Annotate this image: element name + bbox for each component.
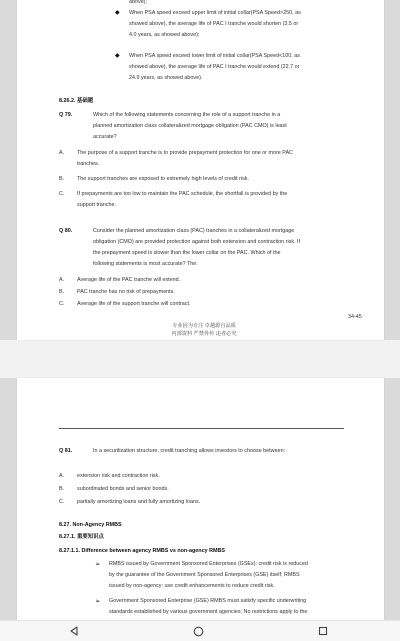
question-text: Which of the following statements concerning the role of a support tranche in a	[93, 112, 281, 118]
section-heading: 8.27. Non-Agency RMBS	[59, 522, 122, 528]
arrow-bullet-icon: ➢	[95, 598, 101, 605]
text-line: When PSA speed exceed upper limit of initial collar(PSA Speed>250, as	[129, 10, 301, 16]
option-text: If prepayments are too low to maintain the PAC schedule, the shortfall is provided by the	[77, 191, 288, 197]
recents-button[interactable]	[313, 624, 333, 638]
question-text: accurate?	[93, 134, 117, 140]
option-letter: A.	[59, 277, 65, 283]
text-line: When PSA speed exceed lower limit of initial collar(PSA Speed<100, as	[129, 53, 300, 59]
page-number: 34-45	[348, 314, 362, 320]
option-letter: C.	[59, 191, 65, 197]
question-text: obligation (CMO) are provided protection against both extension and contraction risk. If	[93, 239, 301, 245]
text-line: issued by non-agency: use credit enhancements to reduce credit risk.	[109, 583, 275, 589]
option-text: extension risk and contraction risk.	[77, 473, 160, 479]
section-heading: 8.27.1. 重要知识点	[59, 534, 104, 540]
option-text: partially amortizing loans and fully amortizing loans.	[77, 499, 201, 505]
section-heading: 8.26.2. 基础题	[59, 98, 94, 104]
section-heading: 8.27.1.1. Difference between agency RMBS vs non-agency RMBS	[59, 548, 225, 554]
option-letter: A.	[59, 150, 65, 156]
arrow-bullet-icon: ➢	[95, 561, 101, 568]
option-text: The purpose of a support tranche is to provide prepayment protection for one or more PAC	[77, 150, 293, 156]
text-line: by the guarantee of the Government Sponsored Enterprises (GSE) itself; RMBS	[109, 572, 300, 578]
text-line: 4.0 years, as showed above);	[129, 32, 200, 38]
document-page-1	[17, 0, 384, 340]
text-line: above);	[129, 0, 147, 5]
question-text: planned amortization class collateralized mortgage obligation (PAC CMO) is least	[93, 123, 287, 129]
diamond-bullet-icon: ◆	[115, 10, 120, 16]
diamond-bullet-icon: ◆	[115, 53, 120, 59]
question-text: the prepayment speed is slower than the lower collar on the PAC. Which of the	[93, 250, 281, 256]
home-icon	[193, 626, 204, 637]
text-line: standards established by various government agencies; No restrictions apply to the	[109, 609, 308, 615]
question-number: Q 81.	[59, 448, 73, 454]
text-line: showed above), the average life of PAC I tranche would shorten (3.5 or	[129, 21, 299, 27]
page-gap	[0, 340, 400, 378]
text-line: Government Sponsored Enterprise (GSE) RMBS must satisfy specific underwriting	[109, 598, 307, 604]
option-text: Average life of the support tranche will contract.	[77, 301, 191, 307]
option-text: The support tranches are exposed to extremely high levels of credit risk.	[77, 176, 249, 182]
back-icon	[69, 626, 79, 636]
option-text: tranches.	[77, 161, 100, 167]
question-number: Q 80.	[59, 228, 73, 234]
option-letter: B.	[59, 289, 65, 295]
home-button[interactable]	[188, 624, 208, 638]
option-letter: C.	[59, 499, 65, 505]
option-letter: C.	[59, 301, 65, 307]
back-button[interactable]	[64, 624, 84, 638]
question-text: Consider the planned amortization class (PAC) tranches in a collateralized mortgage	[93, 228, 295, 234]
question-text: following statements is most accurate? The:	[93, 261, 198, 267]
option-text: support tranche.	[77, 202, 116, 208]
question-number: Q 79.	[59, 112, 73, 118]
option-letter: A.	[59, 473, 65, 479]
text-line: 24.9 years, as showed above).	[129, 75, 203, 81]
option-text: PAC tranche has no risk of prepayments.	[77, 289, 175, 295]
option-text: subordinated bonds and senior bonds.	[77, 486, 169, 492]
option-letter: B.	[59, 486, 65, 492]
option-text: Average life of the PAC tranche will extend.	[77, 277, 181, 283]
text-line: showed above), the average life of PAC I tranche would extend (22.7 or	[129, 64, 300, 70]
header-rule	[59, 428, 344, 429]
navigation-bar	[0, 620, 400, 641]
option-letter: B.	[59, 176, 65, 182]
recents-icon	[318, 626, 328, 636]
watermark-line: 内部资料 严禁外传 违者必究	[171, 331, 237, 337]
question-text: In a securitization structure, credit tranching allows investors to choose between:	[93, 448, 286, 454]
watermark-line: 专业因为专注 卓越源自品质	[172, 323, 236, 329]
document-page-2	[17, 378, 384, 620]
text-line: RMBS issued by Government Sponsored Enterprises (GSEs): credit risk is reduced	[109, 561, 308, 567]
